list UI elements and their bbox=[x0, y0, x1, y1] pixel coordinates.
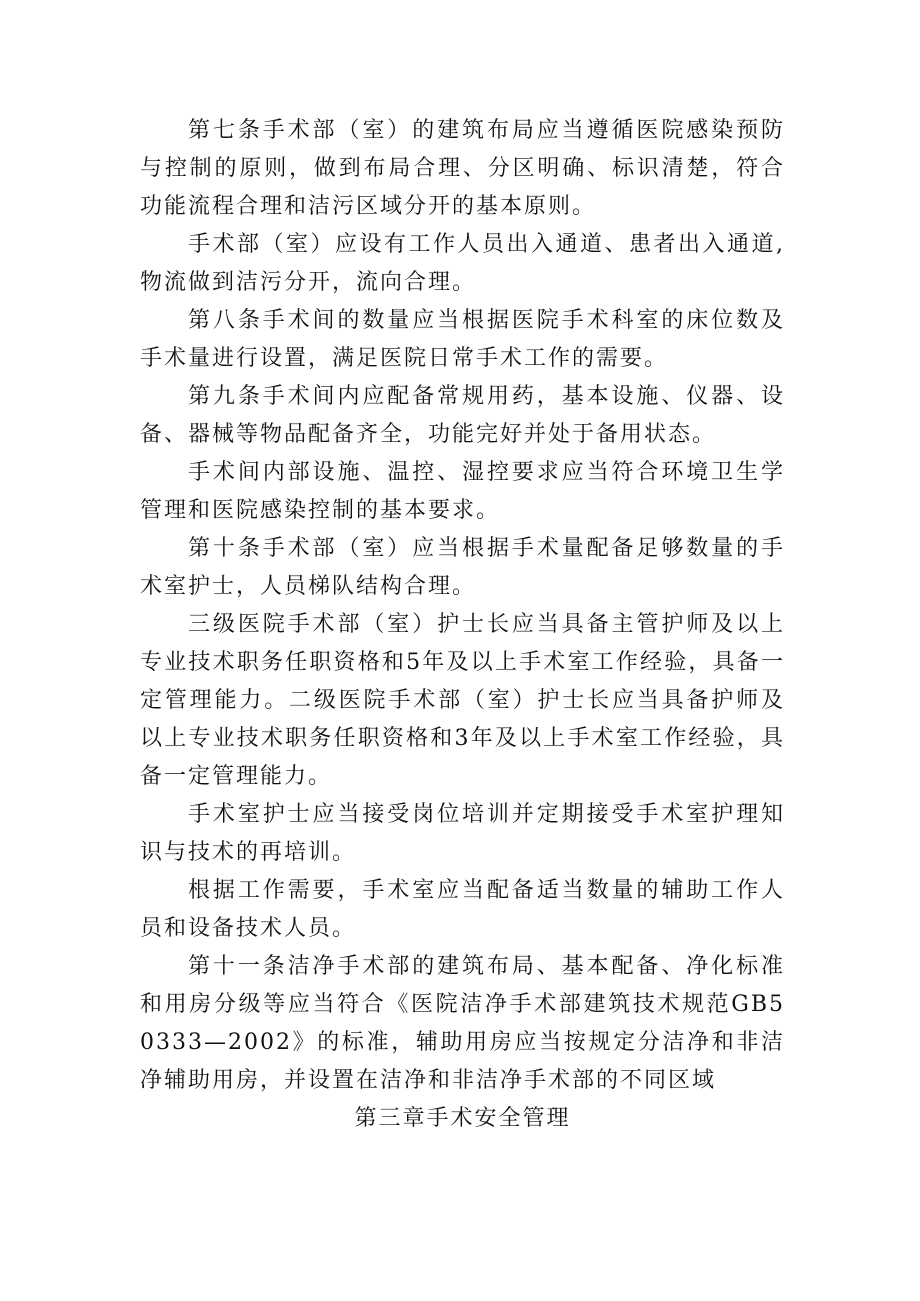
article-11-paragraph: 第十一条洁净手术部的建筑布局、基本配备、净化标准和用房分级等应当符合《医院洁净手术部建筑技术规范GB50333—2002》的标准，辅助用房应当按规定分洁净和非洁净辅助用房，并设置在洁净和非洁净手术部的不同区域 bbox=[140, 954, 785, 1093]
article-8-paragraph: 第八条手术间的数量应当根据医院手术科室的床位数及手术量进行设置，满足医院日常手术工作的需要。 bbox=[140, 308, 785, 371]
article-7-paragraph: 第七条手术部（室）的建筑布局应当遵循医院感染预防与控制的原则，做到布局合理、分区明确、标识清楚，符合功能流程合理和洁污区域分开的基本原则。 bbox=[140, 118, 785, 219]
document-body bbox=[140, 112, 785, 1138]
facility-requirements-paragraph: 手术间内部设施、温控、湿控要求应当符合环境卫生学管理和医院感染控制的基本要求。 bbox=[140, 460, 785, 523]
head-nurse-qualification-paragraph: 三级医院手术部（室）护士长应当具备主管护师及以上专业技术职务任职资格和5年及以上手术室工作经验，具备一定管理能力。二级医院手术部（室）护士长应当具备护师及以上专业技术职务任职资格和3年及以上手术室工作经验，具备一定管理能力。 bbox=[140, 612, 785, 789]
nurse-training-paragraph: 手术室护士应当接受岗位培训并定期接受手术室护理知识与技术的再培训。 bbox=[140, 802, 785, 865]
auxiliary-staff-paragraph: 根据工作需要，手术室应当配备适当数量的辅助工作人员和设备技术人员。 bbox=[140, 878, 785, 941]
chapter-heading: 第三章手术安全管理 bbox=[354, 1106, 571, 1131]
passage-paragraph: 手术部（室）应设有工作人员出入通道、患者出入通道,物流做到洁污分开，流向合理。 bbox=[140, 232, 785, 295]
article-9-paragraph: 第九条手术间内应配备常规用药，基本设施、仪器、设备、器械等物品配备齐全，功能完好并处于备用状态。 bbox=[140, 384, 785, 447]
article-10-paragraph: 第十条手术部（室）应当根据手术量配备足够数量的手术室护士，人员梯队结构合理。 bbox=[140, 536, 785, 599]
